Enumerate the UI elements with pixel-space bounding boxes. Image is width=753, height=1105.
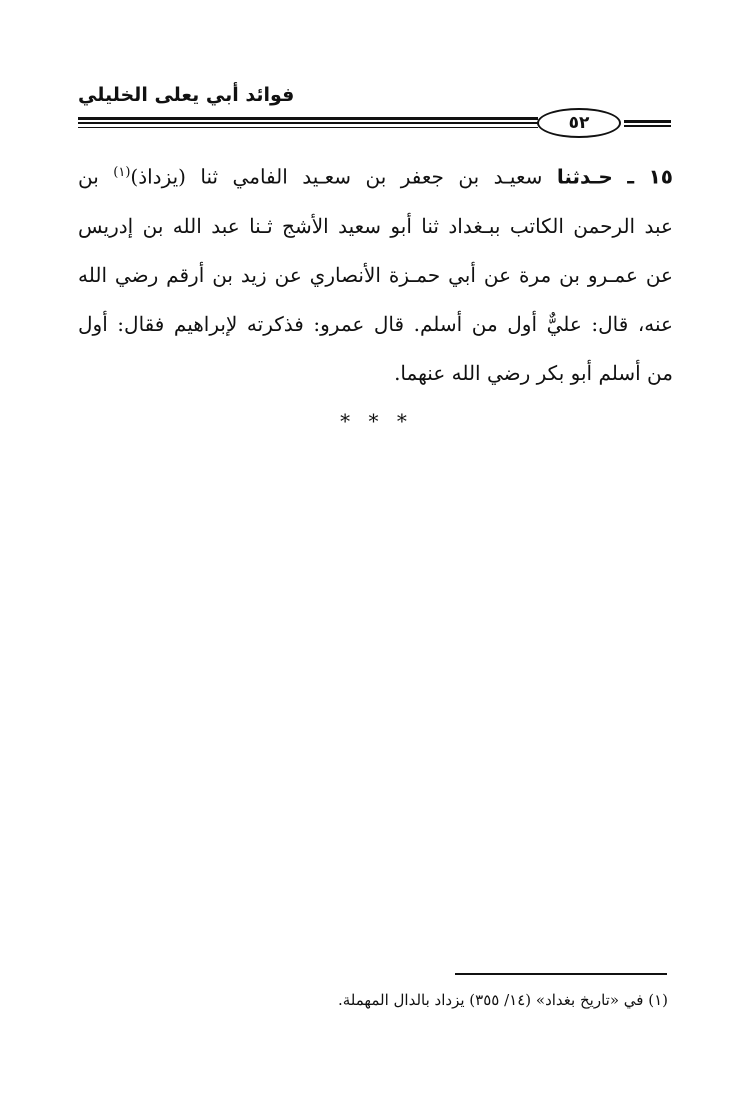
footnote: (١) في «تاريخ بغداد» (١٤/ ٣٥٥) يزداد بالدال المهملة. bbox=[337, 991, 668, 1009]
header-rule-thick bbox=[624, 120, 671, 123]
body-line-4: عنه، قال: عليٌّ أول من أسلم. قال عمرو: فذكرته لإبراهيم فقال: أول bbox=[78, 311, 673, 336]
header-rule-thin bbox=[78, 122, 538, 124]
body-line-1 bbox=[78, 148, 673, 202]
page-number-oval bbox=[537, 108, 621, 138]
body-line-1-text: سعيـد بن جعفر بن سعـيد الفامي ثنا (يزداذ) bbox=[130, 164, 543, 189]
footnote-reference: (١) bbox=[113, 165, 131, 180]
page-number: ٥٢ bbox=[568, 113, 590, 133]
running-title: فوائد أبي يعلى الخليلي bbox=[78, 84, 295, 106]
haddathana-word: حـدثنا bbox=[556, 164, 613, 189]
header-rule-thick bbox=[78, 117, 538, 120]
section-separator: * * * bbox=[340, 409, 413, 433]
header-rule-right bbox=[624, 120, 671, 130]
body-line-5: من أسلم أبو بكر رضي الله عنهما. bbox=[394, 360, 673, 385]
body-line-1-end: بن bbox=[78, 164, 99, 189]
hadith-body bbox=[78, 148, 673, 398]
hadith-number: ١٥ bbox=[648, 164, 674, 189]
body-line-3: عن عمـرو بن مرة عن أبي حمـزة الأنصاري عن زيد بن أرقم رضي الله bbox=[78, 262, 673, 287]
body-line-2: عبد الرحمن الكاتب ببـغداد ثنا أبو سعيد الأشج ثـنا عبد الله بن إدريس bbox=[78, 213, 673, 238]
footnote-rule bbox=[455, 973, 667, 975]
header-rule-left bbox=[78, 117, 538, 131]
header-rule-thin bbox=[78, 127, 538, 129]
hadith-dash: ـ bbox=[627, 164, 635, 189]
header-rule-thin bbox=[624, 125, 671, 127]
